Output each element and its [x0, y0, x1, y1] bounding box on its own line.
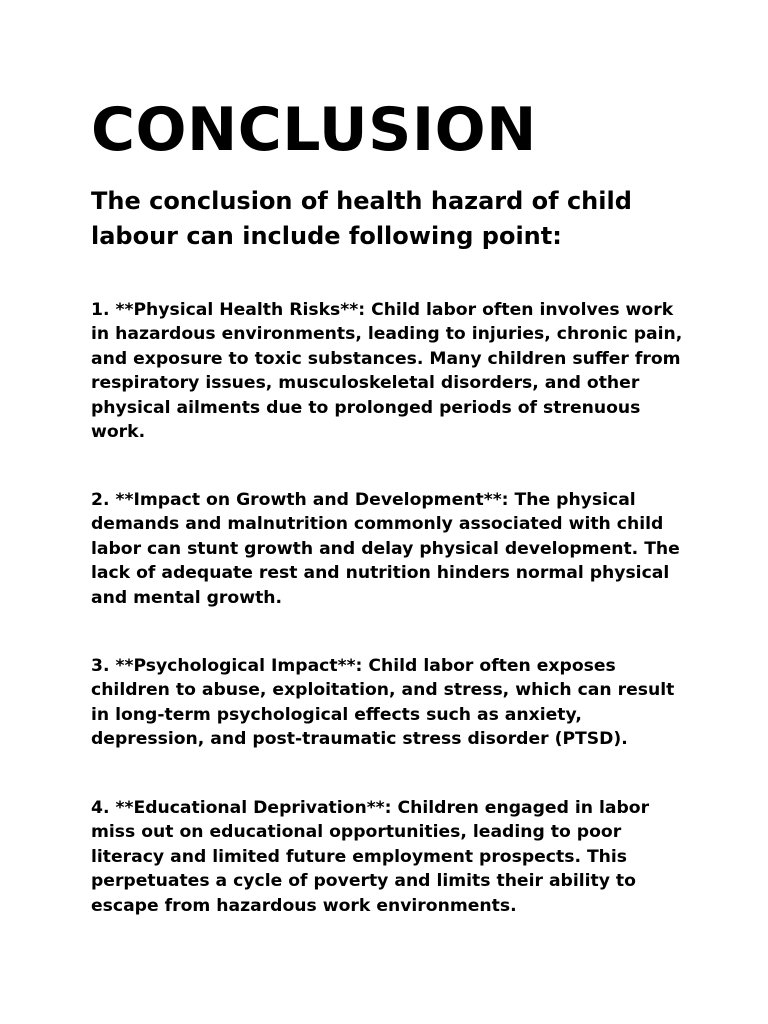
point-growth-and-development: 2. **Impact on Growth and Development**: The physical demands and malnutrition commonly associated with child labor can stunt growth and delay physical development. The lack of adequate rest and nutrition hinders normal physical and mental growth. [91, 490, 680, 608]
point-psychological-impact: 3. **Psychological Impact**: Child labor often exposes children to abuse, exploitation, and stress, which can result in long-term psychological effects such as anxiety, depression, and post-traumatic stress disorder (PTSD). [91, 656, 675, 750]
point-physical-health-risks: 1. **Physical Health Risks**: Child labor often involves work in hazardous environments, leading to injuries, chronic pain, and exposure to toxic substances. Many children suffer from respiratory issues, musculoskeletal disorders, and other physical ailments due to prolonged periods of strenuous work. [91, 300, 683, 443]
page-title: CONCLUSION [91, 95, 537, 165]
point-educational-deprivation: 4. **Educational Deprivation**: Children engaged in labor miss out on educational opportunities, leading to poor literacy and limited future employment prospects. This perpetuates a cycle of poverty and limits their ability to escape from hazardous work environments. [91, 798, 650, 916]
page-subtitle: The conclusion of health hazard of child labour can include following point: [91, 187, 632, 250]
